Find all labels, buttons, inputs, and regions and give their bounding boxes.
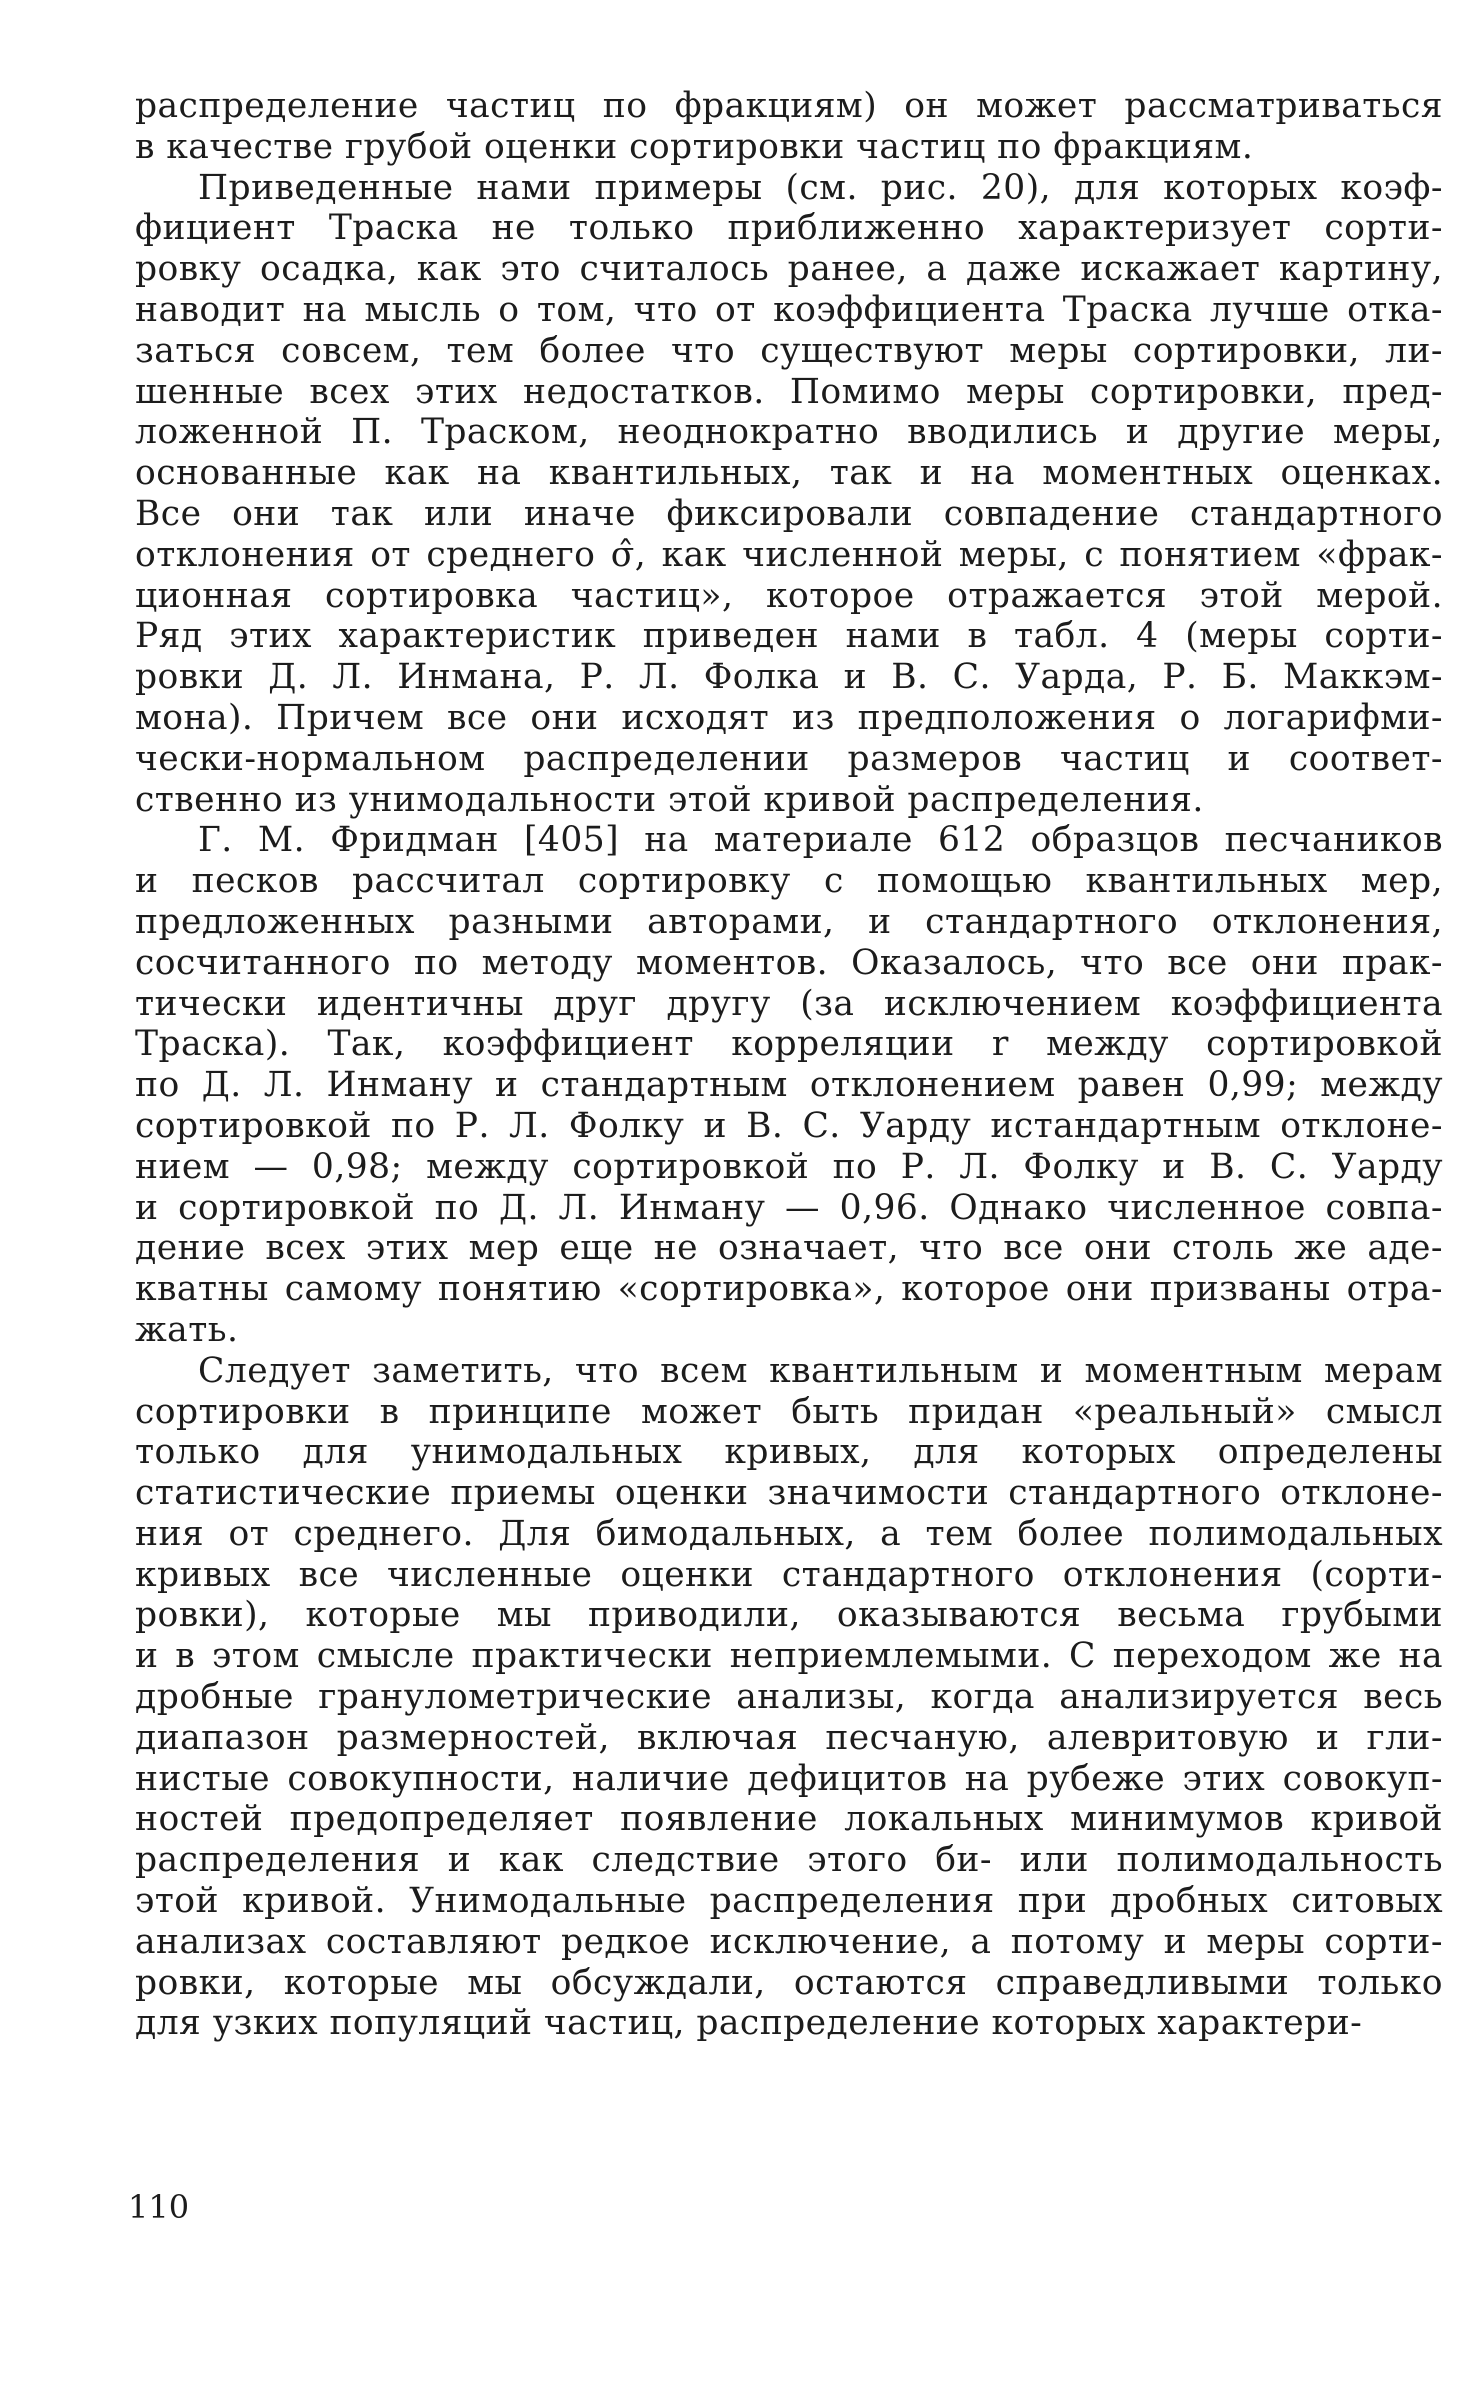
text-line: ровки, которые мы обсуждали, остаются справедливыми только [135,1962,1443,2003]
text-line: ния от среднего. Для бимодальных, а тем более полимодальных [135,1513,1443,1554]
text-line: в качестве грубой оценки сортировки частиц по фракциям. [135,126,1254,167]
text-line: дение всех этих мер еще не означает, что все они столь же аде- [135,1228,1443,1269]
text-line: этой кривой. Унимодальные распределения при дробных ситовых [135,1881,1443,1922]
paragraph [135,86,1443,168]
text-line: ционная сортировка частиц», которое отражается этой мерой. [135,575,1443,616]
text-line: ностей предопределяет появление локальных минимумов кривой [135,1799,1443,1840]
text-line: фициент Траска не только приближенно характеризует сорти- [135,208,1443,249]
text-line: и в этом смысле практически неприемлемыми. С переходом же на [135,1636,1443,1677]
text-line: ровки), которые мы приводили, оказываются весьма грубыми [135,1595,1443,1636]
page-body [135,86,1443,2044]
text-line: для узких популяций частиц, распределение которых характери- [135,2003,1363,2044]
text-line: статистические приемы оценки значимости стандартного отклоне- [135,1473,1443,1514]
text-line: Ряд этих характеристик приведен нами в табл. 4 (меры сорти- [135,616,1443,657]
text-line: Г. М. Фридман [405] на материале 612 образцов песчаников [198,820,1443,861]
text-line: нием — 0,98; между сортировкой по Р. Л. Фолку и В. С. Уарду [135,1146,1443,1187]
text-line: ровки Д. Л. Инмана, Р. Л. Фолка и В. С. Уарда, Р. Б. Маккэм- [135,657,1443,698]
text-line: кривых все численные оценки стандартного отклонения (сорти- [135,1554,1443,1595]
text-line: кватны самому понятию «сортировка», которое они призваны отра- [135,1269,1443,1310]
text-line: отклонения от среднего σ̂, как численной меры, с понятием «фрак- [135,534,1443,575]
text-line: заться совсем, тем более что существуют меры сортировки, ли- [135,330,1443,371]
text-line: Приведенные нами примеры (см. рис. 20), для которых коэф- [198,167,1443,208]
page-number: 110 [128,2188,190,2226]
text-line: Все они так или иначе фиксировали совпадение стандартного [135,493,1443,534]
text-line: тически идентичны друг другу (за исключением коэффициента [135,983,1443,1024]
text-line: нистые совокупности, наличие дефицитов на рубеже этих совокуп- [135,1758,1443,1799]
paragraph [135,820,1443,1350]
text-line: диапазон размерностей, включая песчаную, алевритовую и гли- [135,1717,1443,1758]
text-line: сортировки в принципе может быть придан «реальный» смысл [135,1391,1443,1432]
text-line: и сортировкой по Д. Л. Инману — 0,96. Однако численное совпа- [135,1187,1443,1228]
text-line: сортировкой по Р. Л. Фолку и В. С. Уарду истандартным отклоне- [135,1105,1443,1146]
text-line: распределение частиц по фракциям) он может рассматриваться [135,86,1443,126]
text-line: мона). Причем все они исходят из предположения о логарифми- [135,697,1443,738]
text-line: анализах составляют редкое исключение, а потому и меры сорти- [135,1921,1443,1962]
text-line: и песков рассчитал сортировку с помощью квантильных мер, [135,861,1443,902]
paragraph [135,168,1443,821]
text-line: дробные гранулометрические анализы, когда анализируется весь [135,1677,1443,1718]
text-line: распределения и как следствие этого би- или полимодальность [135,1840,1443,1881]
text-line: сосчитанного по методу моментов. Оказалось, что все они прак- [135,942,1443,983]
text-line: предложенных разными авторами, и стандартного отклонения, [135,901,1443,942]
text-line: ложенной П. Траском, неоднократно вводились и другие меры, [135,412,1443,453]
text-line: наводит на мысль о том, что от коэффициента Траска лучше отка- [135,289,1443,330]
text-line: шенные всех этих недостатков. Помимо меры сортировки, пред- [135,371,1443,412]
paragraph [135,1351,1443,2045]
text-line: ровку осадка, как это считалось ранее, а даже искажает картину, [135,249,1443,290]
text-line: жать. [135,1309,239,1350]
text-line: Следует заметить, что всем квантильным и моментным мерам [198,1350,1443,1391]
text-line: Траска). Так, коэффициент корреляции r между сортировкой [135,1024,1443,1065]
text-line: чески-нормальном распределении размеров частиц и соответ- [135,738,1443,779]
text-line: ственно из унимодальности этой кривой распределения. [135,779,1204,820]
text-line: основанные как на квантильных, так и на моментных оценках. [135,453,1443,494]
text-line: только для унимодальных кривых, для которых определены [135,1432,1443,1473]
text-line: по Д. Л. Инману и стандартным отклонением равен 0,99; между [135,1065,1443,1106]
